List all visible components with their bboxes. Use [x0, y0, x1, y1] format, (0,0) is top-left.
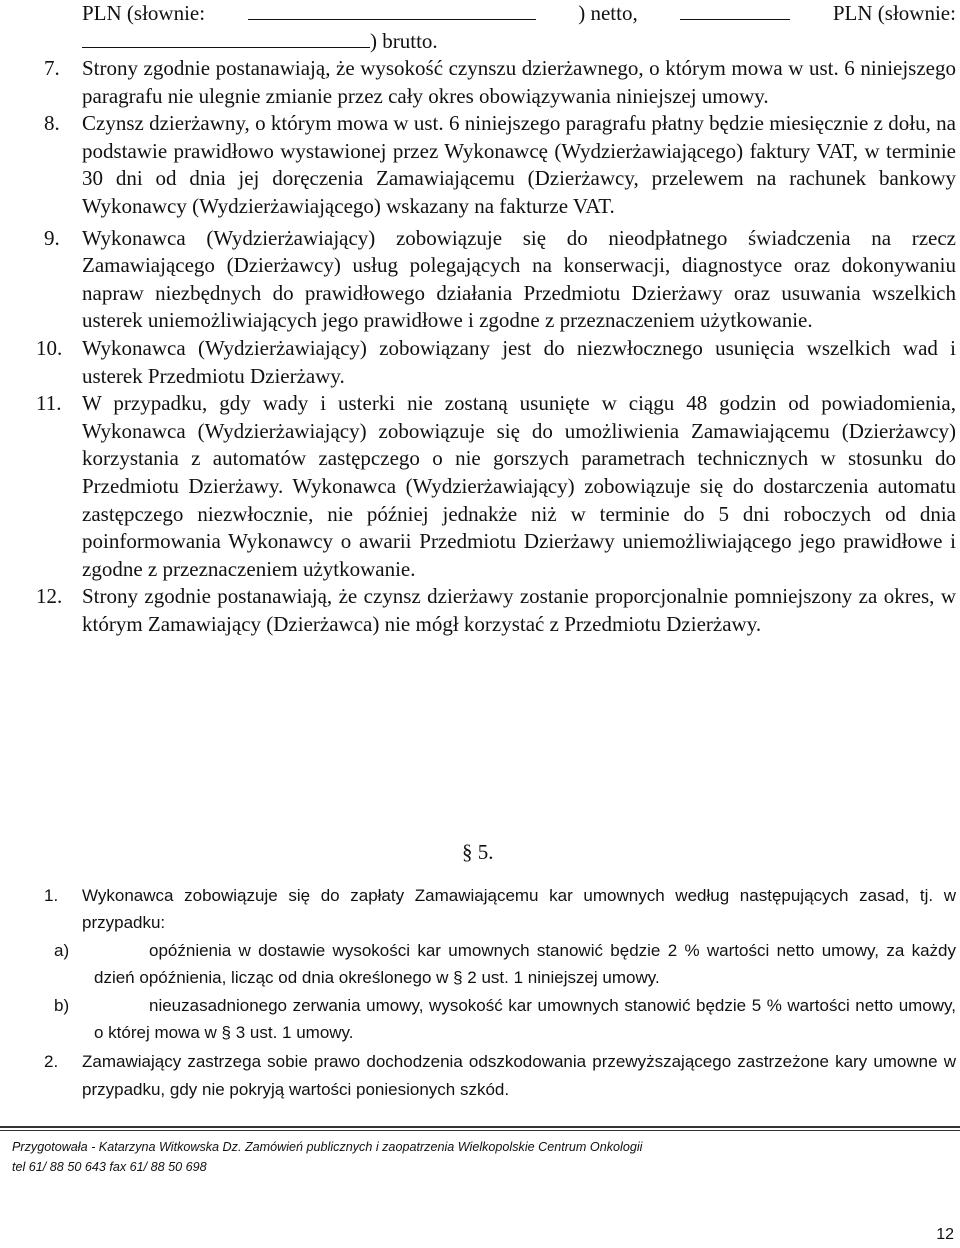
brutto-close: ) brutto.: [370, 28, 438, 53]
item-number: 11.: [36, 391, 62, 416]
amount-lines: [44, 0, 956, 55]
item-11: [36, 390, 956, 583]
item-text: Wykonawca (Wydzierżawiający) zobowiązuje się do nieodpłatnego świadczenia na rzecz Zamawiającego (Dzierżawcy) usług polegających na konserwacji, diagnostyce oraz dokonywaniu napraw niezbędnych do prawidłowego działania Przedmiotu Dzierżawy oraz usuwania wszelkich usterek uniemożliwiających jego prawidłowe i zgodne z przeznaczeniem użytkowanie.: [82, 225, 956, 333]
page-number: 12: [936, 1226, 954, 1243]
item-8: [44, 110, 956, 220]
section-heading: § 5.: [462, 840, 494, 864]
item-number: 10.: [36, 335, 63, 360]
amount-line-2: [44, 28, 956, 56]
item-number: 9.: [44, 225, 60, 250]
item-text: Wykonawca zobowiązuje się do zapłaty Zamawiającemu kar umownych według następujących zasad, tj. w przypadku:: [82, 886, 956, 933]
footer-divider: [0, 1126, 960, 1128]
item-text: Strony zgodnie postanawiają, że wysokość czynszu dzierżawnego, o którym mowa w ust. 6 niniejszego paragrafu nie ulegnie zmianie przez cały okres obowiązywania niniejszej umowy.: [82, 56, 956, 108]
penalty-sub-a: [44, 937, 956, 992]
penalty-sub-b: [44, 992, 956, 1047]
item-7: [44, 55, 956, 110]
penalty-item-2: [44, 1048, 956, 1103]
brutto-amount-blank[interactable]: [680, 1, 790, 20]
item-9: [44, 225, 956, 335]
amount-line-1: [44, 0, 956, 28]
penalty-item-1: [44, 882, 956, 937]
netto-close: ) netto,: [578, 1, 638, 25]
item-text: W przypadku, gdy wady i usterki nie zostaną usunięte w ciągu 48 godzin od powiadomienia, Wykonawca (Wydzierżawiający) zobowiązuje się do umożliwienia Zamawiającemu (Dzierżawcy) korzystania z automatów zastępczego o nie gorszych parametrach technicznych w stosunku do Przedmiotu Dzierżawy. Wykonawca (Wydzierżawiający) zobowiązuje się do dostarczenia automatu zastępczego niezwłocznie, nie później jednakże niż w terminie do 5 dni roboczych od dnia poinformowania Wykonawcy o awarii Przedmiotu Dzierżawy uniemożliwiającego jego prawidłowe i zgodne z przeznaczeniem użytkowanie.: [82, 391, 956, 581]
netto-words-blank[interactable]: [248, 1, 536, 20]
sub-label: b): [54, 995, 70, 1015]
item-text: Czynsz dzierżawny, o którym mowa w ust. 6 niniejszego paragrafu płatny będzie miesięcznie z dołu, na podstawie prawidłowo wystawionej przez Wykonawcę (Wydzierżawiającego) faktury VAT, w terminie 30 dni od dnia jej doręczenia Zamawiającemu (Dzierżawcy, przelewem na rachunek bankowy Wykonawcy (Wydzierżawiającego) wskazany na fakturze VAT.: [82, 111, 956, 218]
footer-author-line: Przygotowała - Katarzyna Witkowska Dz. Zamówień publicznych i zaopatrzenia Wielkopolskie Centrum Onkologii: [12, 1140, 643, 1154]
footer-contact-line: tel 61/ 88 50 643 fax 61/ 88 50 698: [12, 1160, 207, 1174]
brutto-words-blank[interactable]: [82, 29, 370, 48]
section-5-content: [44, 882, 956, 1103]
item-number: 1.: [44, 886, 59, 905]
item-text: Strony zgodnie postanawiają, że czynsz dzierżawy zostanie proporcjonalnie pomniejszony za okres, w którym Zamawiający (Dzierżawca) nie mógł korzystać z Przedmiotu Dzierżawy.: [82, 584, 956, 636]
footer-divider-thin: [0, 1130, 960, 1131]
item-number: 12.: [36, 584, 63, 609]
pln-brutto-label: PLN (słownie:: [832, 1, 956, 25]
pln-netto-label: PLN (słownie:: [82, 1, 206, 25]
item-number: 8.: [44, 111, 60, 136]
item-number: 2.: [44, 1052, 59, 1072]
item-number: 7.: [44, 56, 60, 80]
item-text: Zamawiający zastrzega sobie prawo dochodzenia odszkodowania przewyższającego zastrzeżone kary umowne w przypadku, gdy nie pokryją wartości poniesionych szkód.: [82, 1052, 956, 1099]
paragraph-items: [36, 55, 956, 638]
item-text: Wykonawca (Wydzierżawiający) zobowiązany jest do niezwłocznego usunięcia wszelkich wad i usterek Przedmiotu Dzierżawy.: [82, 335, 956, 388]
sub-text: nieuzasadnionego zerwania umowy, wysokość kar umownych stanowić będzie 5 % wartości netto umowy, o której mowa w § 3 ust. 1 umowy.: [94, 995, 956, 1043]
sub-label: a): [54, 940, 70, 960]
item-10: [36, 335, 956, 390]
footer: [12, 1137, 642, 1177]
item-12: [36, 583, 956, 638]
sub-text: opóźnienia w dostawie wysokości kar umownych stanowić będzie 2 % wartości netto umowy, za każdy dzień opóźnienia, licząc od dnia określonego w § 2 ust. 1 niniejszej umowy.: [94, 940, 956, 988]
